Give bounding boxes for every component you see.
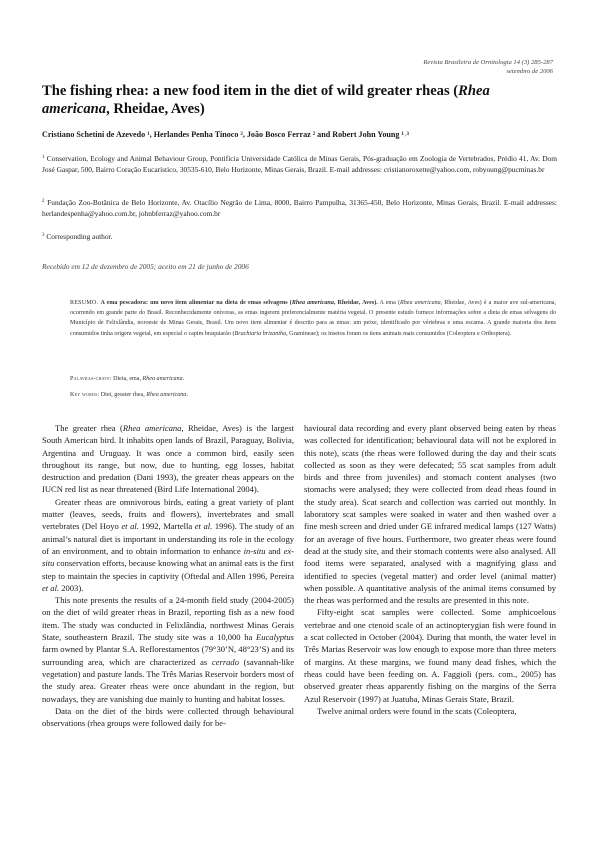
title-species: Rhea americana [42,83,490,117]
title-main: The fishing rhea: a new food item in the diet of wild greater rheas ( [42,83,459,99]
body-column-left [42,422,294,729]
affiliation-mark: 1 [42,155,45,160]
author-list: Cristiano Schetini de Azevedo ¹, Herlandes Penha Tinoco ², João Bosco Ferraz ² and Robert John Young ¹˒³ [42,130,409,139]
article-title [42,82,557,118]
journal-header [423,58,553,76]
received-date: Recebido em 12 de dezembro de 2005; aceito em 21 de junho de 2006 [42,262,249,271]
affiliation-text: Conservation, Ecology and Animal Behaviour Group, Pontifícia Universidade Católica de Minas Gerais, Pós-graduação em Zoologia de Vertebrados, Prédio 41, Av. Dom José Gaspar, 500, Bairro Coração Eucarístico, 30535-610, Belo Horizonte, Minas Gerais, Brazil. E-mail addresses: cristianoroxette@yahoo.com, robyoung@pucminas.br [42,154,557,174]
journal-citation: Revista Brasileira de Ornitologia 14 (3) 285-287 [423,59,553,66]
affiliation-3 [42,231,557,243]
paragraph: This note presents the results of a 24-month field study (2004-2005) on the diet of wild greater rheas in Brazil, reporting fish as a new food item. The study was conducted in Felixlândia, northwest Minas Gerais State, southeastern Brazil. The study site was a 10,000 ha Eucalyptus farm owned by Plantar S.A. Reflorestamentos (79°30’N, 48°23’S) and its surrounding area, which are characterized as cerrado (savannah-like vegetation) and pasture lands. The Três Marias Reservoir borders most of the study area. Greater rheas were once abundant in the region, but nowadays, they are vanishing due mainly to hunting and habitat losses. [42,595,294,704]
journal-date: setembro de 2006 [506,68,553,75]
affiliation-1 [42,153,557,175]
body-column-right [304,422,556,717]
affiliation-text: Corresponding author. [46,232,113,241]
affiliation-mark: 3 [42,233,45,238]
paragraph: Fifty-eight scat samples were collected. Some amphicoelous vertebrae and one ctenoid scale of an actinopterygian fish were found in a scat collected in October (2004). During that month, the water level in Três Marias Reservoir was low enough to expose more than three meters of margins. At these margins, we found many dead fishes, which the rheas could have been feeding on. A. Faggioli (pers. com., 2005) has observed greater rheas apparently fishing on the margins of the Serra Azul Reservoir (1997) at Juatuba, Minas Gerais State, Brazil. [304,607,556,704]
paragraph: The greater rhea (Rhea americana, Rheidae, Aves) is the largest South American bird. It inhabits open lands of Brazil, Paraguay, Bolivia, Argentina and Uruguay. It was once a common bird, easily seen throughout its range, but now, due to hunting, egg losses, habitat destruction and predation (Dani 1993), the greater rheas appears on the IUCN red list as near threatened (Bird Life International 2004). [42,423,294,495]
affiliation-text: Fundação Zoo-Botânica de Belo Horizonte, Av. Otacílio Negrão de Lima, 8000, Bairro Pampulha, 31365-450, Belo Horizonte, Minas Gerais, Brazil. E-mail addresses: herlandespenha@yahoo.com.br, johnbferraz@yahoo.com.br [42,198,557,218]
keywords-label: Key words [70,392,98,398]
palavras-label: Palavras-chave [70,376,110,382]
paragraph: havioural data recording and every plant observed being eaten by rheas was collected for identification; behavioural data will not be explored in this note), scats (the rheas were followed during the day and their scats collected as soon as they were defecated; 55 scat samples from adult birds and three from juveniles) and stomach content analyses (two stomachs were analysed; they were collected from dead rheas found in the study area). Scat search and collection was carried out monthly. In laboratory scat samples were soaked in water and then washed over a fine mesh screen and dried under GE infrared medical lamps (127 Watts) for an average of five hours. Furthermore, two greater rheas were found dead at the study site, and their stomach contents were also analysed. All food items were separated, analysed with a magnifying glass and identified to species (vegetal matter) and order level (animal matter) when possible. A quantitative analysis of the animal items consumed by the rheas was performed and the results are presented in this note. [304,423,556,606]
palavras-chave: Palavras-chave: Dieta, ema, Rhea americana. [70,376,185,382]
affiliation-2 [42,197,557,219]
resumo [70,298,556,339]
resumo-label: RESUMO. [70,300,99,306]
resumo-title: A ema pescadora: um novo item alimentar na dieta de emas selvagens (Rhea americana, Rheidae, Aves). [100,300,378,306]
affiliation-mark: 2 [42,199,45,204]
paragraph: Greater rheas are omnivorous birds, eating a great variety of plant matter (leaves, seeds, fruits and flowers), invertebrates and small vertebrates (Del Hoyo et al. 1992, Martella et al. 1996). The study of an animal’s natural diet is important in understanding its role in the ecology of an environment, and to obtain information to enhance in-situ and ex-situ conservation efforts, because knowing what an animal eats is the first step to maintain the species in captivity (Oftedal and Allen 1996, Pereira et al. 2003). [42,496,294,593]
paragraph: Data on the diet of the birds were collected through behavioural observations (rhea groups were followed daily for be- [42,705,294,729]
paragraph: Twelve animal orders were found in the scats (Coleoptera, [317,705,517,716]
key-words: Key words: Diet, greater rhea, Rhea americana. [70,392,188,398]
title-tail: , Rheidae, Aves) [106,101,205,117]
resumo-text: A ema (Rhea americana, Rheidae, Aves) é a maior ave sul-americana, ocorrendo em grande parte do Brasil. Reconhecidamente onívoras, as emas ingerem preferencialmente matéria vegetal. O presente estudo fornece informações sobre a dieta de emas selvagens do Município de Felixlândia, noroeste de Minas Gerais, Brasil. Um novo item alimentar é descrito para as emas: um peixe, identificado por vértebras e uma escama. A grande maioria dos itens consumidos tinha origem vegetal, em especial o capim braquiarão (Brachiaria brizantha, Gramineae); os insetos foram os itens animais mais consumidos (Coleoptera e Orthoptera). [70,300,557,337]
